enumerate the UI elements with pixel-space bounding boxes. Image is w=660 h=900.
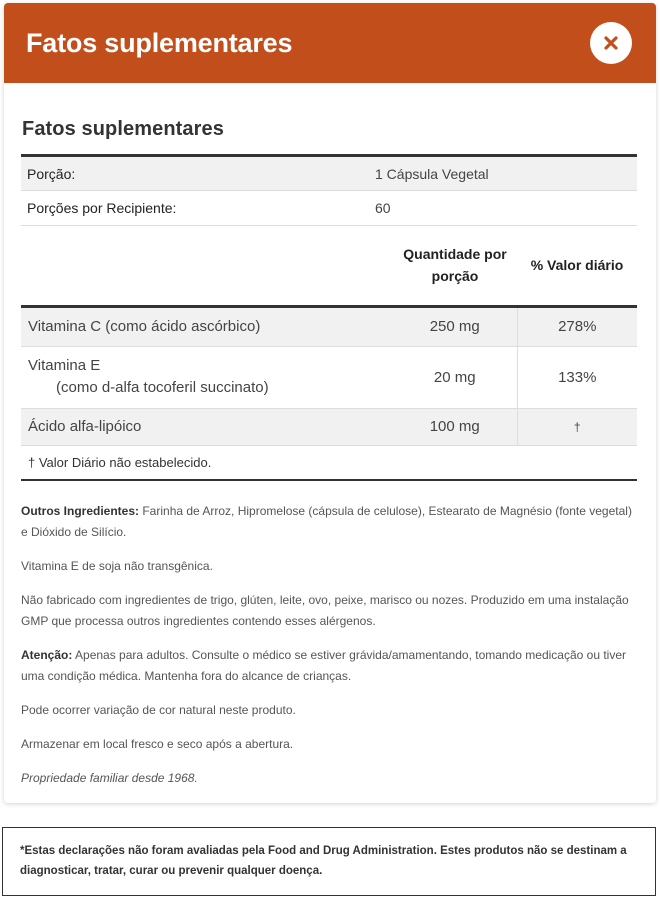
nutrient-amount: 20 mg xyxy=(393,346,517,408)
nutrient-header-blank xyxy=(21,226,393,306)
close-button[interactable] xyxy=(590,22,632,64)
daily-value-footnote: † Valor Diário não estabelecido. xyxy=(21,445,637,480)
family-owned-text: Propriedade familiar desde 1968. xyxy=(21,771,198,785)
nutrient-table xyxy=(21,226,637,481)
warning-note xyxy=(21,645,639,687)
panel-title: Fatos suplementares xyxy=(22,118,224,140)
modal-header xyxy=(4,3,656,83)
product-notes xyxy=(21,501,639,789)
daily-value-header: % Valor diário xyxy=(530,257,624,274)
nutrient-row xyxy=(21,408,637,445)
nutrient-name-text: Vitamina C (como ácido ascórbico) xyxy=(28,318,261,335)
nutrient-header-row xyxy=(21,226,637,306)
other-ingredients-text: Farinha de Arroz, Hipromelose (cápsula de celulose), Estearato de Magnésio (fonte vegetal) e Dióxido de Silício. xyxy=(21,504,632,539)
servings-per-container-value: 60 xyxy=(369,191,637,226)
serving-size-label: Porção: xyxy=(21,156,369,191)
nutrient-daily-value: † xyxy=(517,408,637,445)
other-ingredients xyxy=(21,501,639,543)
footnote-row xyxy=(21,445,637,480)
serving-row xyxy=(21,191,637,226)
modal-title: Fatos suplementares xyxy=(26,27,293,58)
fda-disclaimer: *Estas declarações não foram avaliadas pela Food and Drug Administration. Estes produtos não se destinam a diagnosticar, tratar, curar ou prevenir qualquer doença. xyxy=(2,827,656,896)
amount-per-serving-header: Quantidade por porção xyxy=(403,246,507,285)
servings-per-container-label: Porções por Recipiente: xyxy=(21,191,369,226)
modal-content xyxy=(4,118,656,789)
storage-note: Armazenar em local fresco e seco após a abertura. xyxy=(21,737,294,751)
nutrient-subname: (como d-alfa tocoferil succinato) xyxy=(56,379,269,396)
serving-table xyxy=(21,154,637,226)
soy-note: Vitamina E de soja não transgênica. xyxy=(21,559,213,573)
serving-row xyxy=(21,156,637,191)
nutrient-amount: 100 mg xyxy=(393,408,517,445)
warning-label: Atenção: xyxy=(21,648,73,662)
supplement-facts-modal xyxy=(4,3,656,803)
nutrient-name xyxy=(21,408,393,445)
allergen-note: Não fabricado com ingredientes de trigo, glúten, leite, ovo, peixe, marisco ou nozes. Produzido em uma instalação GMP que processa outros ingredientes contendo esses alérgenos. xyxy=(21,593,629,628)
nutrient-name-text: Ácido alfa-lipóico xyxy=(28,418,142,435)
other-ingredients-label: Outros Ingredientes: xyxy=(21,504,140,518)
nutrient-name xyxy=(21,306,393,346)
nutrient-row xyxy=(21,346,637,408)
family-owned-note xyxy=(21,768,639,789)
color-variation-note: Pode ocorrer variação de cor natural neste produto. xyxy=(21,703,296,717)
nutrient-daily-value: 278% xyxy=(517,306,637,346)
close-icon xyxy=(603,35,619,51)
nutrient-name-text: Vitamina E xyxy=(28,357,101,374)
nutrient-daily-value: 133% xyxy=(517,346,637,408)
nutrient-row xyxy=(21,306,637,346)
serving-size-value: 1 Cápsula Vegetal xyxy=(369,156,637,191)
warning-text: Apenas para adultos. Consulte o médico se estiver grávida/amamentando, tomando medicação ou tiver uma condição médica. Mantenha fora do alcance de crianças. xyxy=(21,648,626,683)
nutrient-name xyxy=(21,346,393,408)
nutrient-amount: 250 mg xyxy=(393,306,517,346)
